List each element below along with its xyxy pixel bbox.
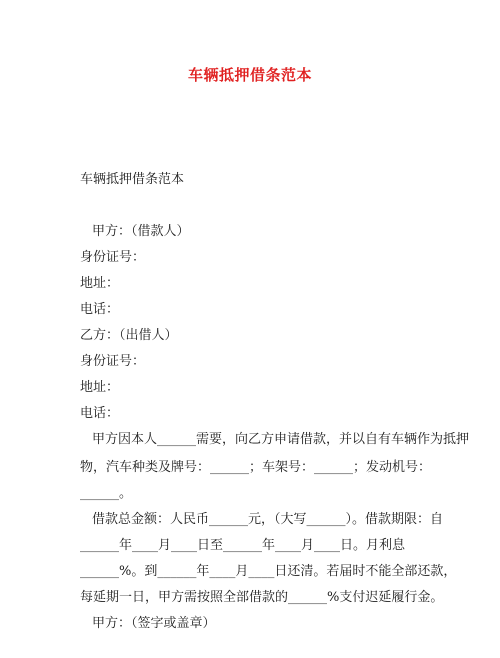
- document-title: 车辆抵押借条范本: [187, 66, 312, 84]
- party-b-id-label: 身份证号：: [80, 354, 146, 369]
- clause2-line4: 每延期一日，甲方需按照全部借款的______%支付迟延履行金。: [80, 590, 444, 605]
- party-a-address-label: 地址：: [80, 276, 120, 291]
- clause1-line1: 甲方因本人______需要，向乙方申请借款，并以自有车辆作为抵押: [92, 432, 470, 447]
- clause2-line3: ______%。到______年____月____日还清。若届时不能全部还款，: [80, 564, 457, 579]
- party-b-address-label: 地址：: [80, 380, 120, 395]
- clause2-line2: ______年____月____日至______年____月____日。月利息: [80, 538, 406, 553]
- party-a-label: 甲方：（借款人）: [92, 224, 190, 239]
- clause2-line1: 借款总金额：人民币______元，（大写______）。借款期限：自: [92, 512, 444, 527]
- party-b-label: 乙方：（出借人）: [80, 328, 178, 343]
- clause1-line3: ______。: [80, 486, 133, 501]
- document-subtitle: 车辆抵押借条范本: [80, 172, 185, 187]
- party-b-phone-label: 电话：: [80, 406, 120, 421]
- party-a-phone-label: 电话：: [80, 302, 120, 317]
- clause1-line2: 物，汽车种类及牌号：______；车架号：______；发动机号：: [80, 460, 432, 475]
- party-a-id-label: 身份证号：: [80, 250, 146, 265]
- party-a-signature-label: 甲方：（签字或盖章）: [92, 616, 216, 631]
